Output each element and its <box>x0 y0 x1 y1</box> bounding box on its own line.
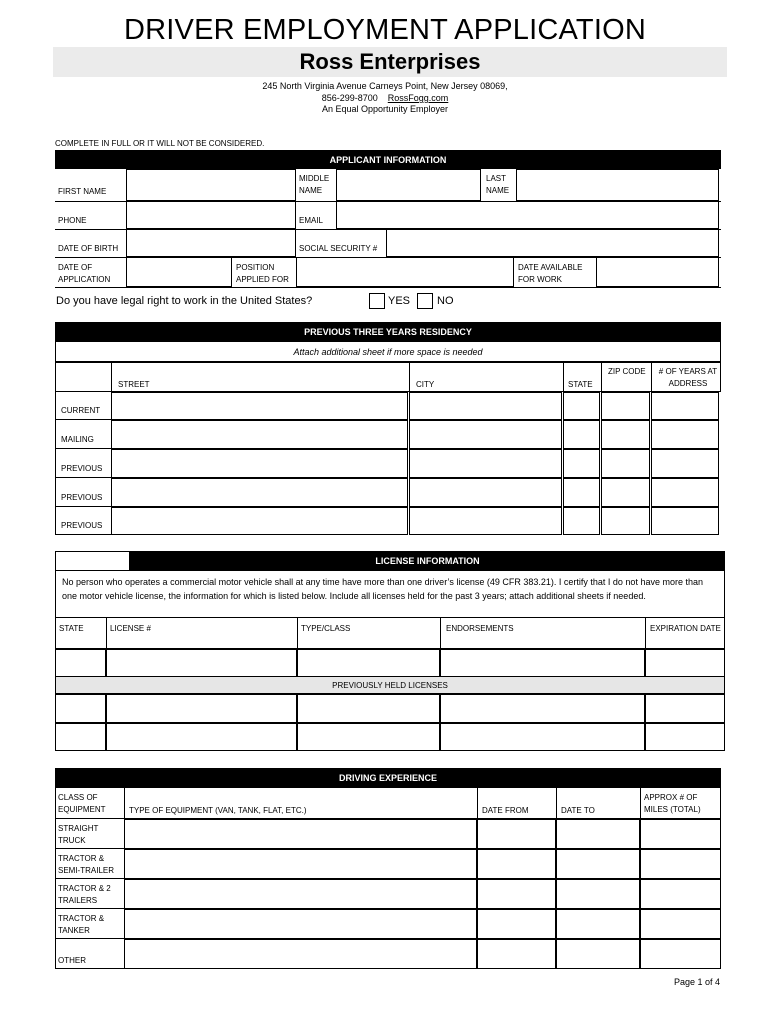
eoe-statement: An Equal Opportunity Employer <box>321 104 449 114</box>
exp-col-class: CLASS OF EQUIPMENT <box>58 793 106 814</box>
exp-col-type: TYPE OF EQUIPMENT (VAN, TANK, FLAT, ETC.) <box>129 806 307 815</box>
divider <box>106 618 107 649</box>
divider <box>601 362 602 392</box>
date-of-application-field[interactable] <box>126 257 232 287</box>
prev-license-number-field[interactable] <box>106 723 297 751</box>
license-number-field[interactable] <box>106 649 297 677</box>
residency-row-label: PREVIOUS <box>61 521 103 530</box>
date-from-field[interactable] <box>477 909 556 939</box>
license-header-cell <box>55 551 130 571</box>
col-state: STATE <box>568 380 593 389</box>
col-years: # OF YEARS AT ADDRESS <box>658 367 718 388</box>
prev-license-endorsements-field[interactable] <box>440 694 645 723</box>
last-name-label: LAST NAME <box>486 174 510 195</box>
divider <box>556 788 557 819</box>
license-state-field[interactable] <box>55 649 106 677</box>
divider <box>55 287 721 288</box>
no-label: NO <box>437 295 454 307</box>
prev-license-type-field[interactable] <box>297 723 440 751</box>
equipment-type-field[interactable] <box>124 909 477 939</box>
dob-label: DATE OF BIRTH <box>58 244 119 253</box>
prev-license-number-field[interactable] <box>106 694 297 723</box>
instruction-note: COMPLETE IN FULL OR IT WILL NOT BE CONSIDERED. <box>55 139 265 148</box>
prev-license-expiration-field[interactable] <box>645 694 725 723</box>
prev-license-state-field[interactable] <box>55 723 106 751</box>
license-col-number: LICENSE # <box>110 624 151 633</box>
license-endorsements-field[interactable] <box>440 649 645 677</box>
experience-row-label: TRACTOR & 2 TRAILERS <box>58 884 111 905</box>
license-type-field[interactable] <box>297 649 440 677</box>
experience-row-label: TRACTOR & SEMI-TRAILER <box>58 854 115 875</box>
state-field[interactable] <box>563 420 600 449</box>
street-field[interactable] <box>111 507 408 535</box>
license-expiration-field[interactable] <box>645 649 725 677</box>
license-header: LICENSE INFORMATION <box>130 551 725 571</box>
exp-col-miles: APPROX # OF MILES (TOTAL) <box>644 793 701 814</box>
miles-field[interactable] <box>640 879 721 909</box>
date-from-field[interactable] <box>477 939 556 969</box>
col-street: STREET <box>118 380 150 389</box>
experience-row-label: STRAIGHT TRUCK <box>58 824 99 845</box>
divider <box>409 362 410 392</box>
prev-license-state-field[interactable] <box>55 694 106 723</box>
ssn-field[interactable] <box>386 229 719 257</box>
residency-row-label: PREVIOUS <box>61 464 103 473</box>
date-available-label: DATE AVAILABLE FOR WORK <box>518 263 583 284</box>
miles-field[interactable] <box>640 819 721 849</box>
years-field[interactable] <box>651 478 719 507</box>
license-col-expiration: EXPIRATION DATE <box>650 624 721 633</box>
phone-label: PHONE <box>58 216 87 225</box>
divider <box>651 362 652 392</box>
date-from-field[interactable] <box>477 849 556 879</box>
company-name: Ross Enterprises <box>53 47 727 77</box>
prev-license-type-field[interactable] <box>297 694 440 723</box>
residency-note: Attach additional sheet if more space is needed <box>293 347 483 357</box>
license-col-type: TYPE/CLASS <box>301 624 351 633</box>
street-field[interactable] <box>111 449 408 478</box>
license-col-endorsements: ENDORSEMENTS <box>446 624 514 633</box>
divider <box>645 618 646 649</box>
col-city: CITY <box>416 380 435 389</box>
miles-field[interactable] <box>640 939 721 969</box>
zip-field[interactable] <box>601 392 650 420</box>
middle-name-field[interactable] <box>336 169 481 201</box>
date-available-field[interactable] <box>596 257 719 287</box>
email-field[interactable] <box>336 201 719 229</box>
city-field[interactable] <box>409 449 562 478</box>
divider <box>297 618 298 649</box>
experience-header: DRIVING EXPERIENCE <box>55 768 721 788</box>
divider <box>124 788 125 819</box>
zip-field[interactable] <box>601 478 650 507</box>
company-address: 245 North Virginia Avenue Carneys Point, New Jersey 08069, <box>262 81 508 91</box>
experience-row-label: OTHER <box>58 956 86 965</box>
company-website-link[interactable]: RossFogg.com <box>387 93 449 103</box>
no-checkbox[interactable] <box>417 293 433 309</box>
ssn-label: SOCIAL SECURITY # <box>299 244 378 253</box>
license-column-header <box>55 618 725 649</box>
equipment-type-field[interactable] <box>124 879 477 909</box>
residency-row-label: MAILING <box>61 435 94 444</box>
previously-held-band: PREVIOUSLY HELD LICENSES <box>55 677 725 694</box>
date-to-field[interactable] <box>556 849 640 879</box>
page-number: Page 1 of 4 <box>673 977 720 987</box>
state-field[interactable] <box>563 392 600 420</box>
date-of-application-label: DATE OF APPLICATION <box>58 263 111 284</box>
city-field[interactable] <box>409 478 562 507</box>
years-field[interactable] <box>651 449 719 478</box>
state-field[interactable] <box>563 478 600 507</box>
divider <box>563 362 564 392</box>
email-label: EMAIL <box>299 216 324 225</box>
equipment-type-field[interactable] <box>124 819 477 849</box>
license-certification-text: No person who operates a commercial motor vehicle shall at any time have more than one driver’s license (49 CFR 383.21). I certify that I do not have more than one motor vehicle license, the information for which is listed below. Include all licenses held for the past 3 years; attach additional sheets if needed. <box>62 577 703 601</box>
residency-row-label: PREVIOUS <box>61 493 103 502</box>
equipment-type-field[interactable] <box>124 849 477 879</box>
form-title: DRIVER EMPLOYMENT APPLICATION <box>123 14 646 46</box>
last-name-field[interactable] <box>516 169 719 201</box>
col-zip: ZIP CODE <box>608 367 646 376</box>
city-field[interactable] <box>409 392 562 420</box>
years-field[interactable] <box>651 392 719 420</box>
date-to-field[interactable] <box>556 879 640 909</box>
middle-name-label: MIDDLE NAME <box>299 174 330 195</box>
experience-row-label: TRACTOR & TANKER <box>58 914 105 935</box>
date-from-field[interactable] <box>477 879 556 909</box>
prev-license-endorsements-field[interactable] <box>440 723 645 751</box>
zip-field[interactable] <box>601 507 650 535</box>
zip-field[interactable] <box>601 420 650 449</box>
position-label: POSITION APPLIED FOR <box>236 263 289 284</box>
prev-license-expiration-field[interactable] <box>645 723 725 751</box>
residency-header: PREVIOUS THREE YEARS RESIDENCY <box>55 322 721 342</box>
applicant-header: APPLICANT INFORMATION <box>55 150 721 169</box>
legal-right-question: Do you have legal right to work in the United States? <box>56 295 313 307</box>
date-to-field[interactable] <box>556 819 640 849</box>
street-field[interactable] <box>111 420 408 449</box>
company-phone: 856-299-8700 <box>321 93 378 103</box>
dob-field[interactable] <box>126 229 296 257</box>
miles-field[interactable] <box>640 849 721 879</box>
equipment-type-field[interactable] <box>124 939 477 969</box>
years-field[interactable] <box>651 507 719 535</box>
yes-label: YES <box>388 295 411 307</box>
first-name-field[interactable] <box>126 169 296 201</box>
years-field[interactable] <box>651 420 719 449</box>
yes-checkbox[interactable] <box>369 293 385 309</box>
state-field[interactable] <box>563 507 600 535</box>
residency-row-label: CURRENT <box>61 406 101 415</box>
street-field[interactable] <box>111 478 408 507</box>
city-field[interactable] <box>409 507 562 535</box>
exp-col-from: DATE FROM <box>482 806 529 815</box>
date-to-field[interactable] <box>556 909 640 939</box>
city-field[interactable] <box>409 420 562 449</box>
date-from-field[interactable] <box>477 819 556 849</box>
position-field[interactable] <box>296 257 514 287</box>
phone-field[interactable] <box>126 201 296 229</box>
license-col-state: STATE <box>59 624 84 633</box>
miles-field[interactable] <box>640 909 721 939</box>
divider <box>440 618 441 649</box>
zip-field[interactable] <box>601 449 650 478</box>
divider <box>111 362 112 392</box>
date-to-field[interactable] <box>556 939 640 969</box>
exp-col-to: DATE TO <box>561 806 595 815</box>
state-field[interactable] <box>563 449 600 478</box>
street-field[interactable] <box>111 392 408 420</box>
first-name-label: FIRST NAME <box>58 187 107 196</box>
divider <box>477 788 478 819</box>
divider <box>640 788 641 819</box>
